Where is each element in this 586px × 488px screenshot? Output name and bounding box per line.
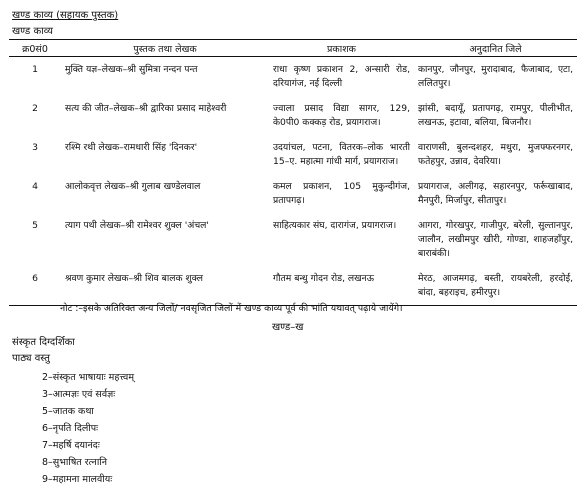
list-item: 5–जातक कथा <box>42 406 94 417</box>
column-header-book-author: पुस्तक तथा लेखक <box>61 40 269 57</box>
table-row <box>9 174 577 213</box>
publisher-cell: राधा कृष्ण प्रकाशन 2, अन्सारी रोड, दरियागंज, नई दिल्ली <box>273 64 410 89</box>
book-cell: आलोकवृत्त लेखक–श्री गुलाब खण्डेलवाल <box>65 181 201 192</box>
table-row <box>9 57 577 97</box>
serial-cell: 3 <box>32 142 38 153</box>
column-header-serial: क्र0सं0 <box>9 40 61 57</box>
list-item: 6–नृपति दिलीपः <box>42 423 99 434</box>
publisher-cell: कमल प्रकाशन, 105 मुकुन्दीगंज, प्रतापगढ़। <box>273 181 410 206</box>
list-item: 9–महामना मालवीयः <box>42 474 113 485</box>
footnote: नोट :–इसके अतिरिक्त अन्य जिलों/ नवसृजित जिलों में खण्ड काव्य पूर्व की भांति यथावत् पढ़ाये जायेंगे। <box>60 303 403 314</box>
serial-cell: 1 <box>32 64 38 75</box>
column-header-publisher: प्रकाशक <box>269 40 414 57</box>
section-heading: खण्ड काव्य (सहायक पुस्तक) <box>12 10 119 21</box>
list-item: 8–सुभाषित रत्नानि <box>42 457 108 468</box>
book-cell: रश्मि रथी लेखक–रामधारी सिंह 'दिनकर' <box>65 142 198 153</box>
serial-cell: 2 <box>32 103 38 114</box>
publisher-cell: गौतम बन्धु गोदन रोड, लखनऊ <box>269 266 414 306</box>
publisher-cell: उदयांचल, पटना, वितरक–लोक भारती 15–ए. महात्मा गांधी मार्ग, प्रयागराज। <box>273 142 410 167</box>
districts-cell: झांसी, बदायूँ, प्रतापगढ़, रामपुर, पीलीभीत, लखनऊ, इटावा, बलिया, बिजनौर। <box>418 103 573 128</box>
districts-cell: वाराणसी, बुलन्दशहर, मथुरा, मुजफ्फरनगर, फतेहपुर, उन्नाव, देवरिया। <box>418 142 573 167</box>
table-row <box>9 266 577 306</box>
table-header-row <box>9 40 577 57</box>
serial-cell: 4 <box>32 181 38 192</box>
column-header-districts: अनुदानित जिले <box>414 40 577 57</box>
book-cell: मुक्ति यज्ञ–लेखक–श्री सुमित्रा नन्दन पन्त <box>65 64 198 75</box>
section-b-heading: खण्ड–ख <box>272 322 304 333</box>
table-row <box>9 135 577 174</box>
list-item: 3–आत्मज्ञः एवं सर्वज्ञः <box>42 389 116 400</box>
book-cell: श्रवण कुमार लेखक–श्री शिव बालक शुक्ल <box>61 266 269 306</box>
book-table <box>9 39 577 306</box>
book-cell: सत्य की जीत–लेखक–श्री द्वारिका प्रसाद माहेश्वरी <box>65 103 227 114</box>
districts-cell: मेरठ, आजमगढ़, बस्ती, रायबरेली, हरदोई, बांदा, बहराइच, हमीरपुर। <box>414 266 577 306</box>
serial-cell: 6 <box>9 266 61 306</box>
lesson-list <box>42 369 134 488</box>
districts-cell: प्रयागराज, अलीगढ़, सहारनपुर, फर्रूखाबाद, मैनपुरी, मिर्जापुर, सीतापुर। <box>418 181 573 206</box>
sanskrit-title: संस्कृत दिग्दर्शिका <box>12 337 75 348</box>
list-item: 7–महर्षि दयानंदः <box>42 440 100 451</box>
districts-cell: कानपुर, जौनपुर, मुरादाबाद, फैजाबाद, एटा, ललितपुर। <box>418 64 573 89</box>
table-row <box>9 96 577 135</box>
list-item: 2–संस्कृत भाषायाः महत्त्वम् <box>42 372 134 383</box>
serial-cell: 5 <box>32 220 38 231</box>
districts-cell: आगरा, गोरखपुर, गाजीपुर, बरेली, सुल्तानपुर, जालौन, लखीमपुर खीरी, गोण्डा, शाहजहाँपुर, बाराबंकी। <box>418 220 573 259</box>
syllabus-subtitle: पाठ्य वस्तु <box>12 353 50 364</box>
book-cell: त्याग पथी लेखक–श्री रामेश्वर शुक्ल 'अंचल' <box>65 220 209 231</box>
section-subheading: खण्ड काव्य <box>12 26 53 37</box>
table-row <box>9 213 577 266</box>
publisher-cell: ज्वाला प्रसाद विद्या सागर, 129, के0पी0 कक्कड़ रोड, प्रयागराज। <box>273 103 410 128</box>
publisher-cell: साहित्यकार संघ, दारागंज, प्रयागराज। <box>273 220 397 231</box>
